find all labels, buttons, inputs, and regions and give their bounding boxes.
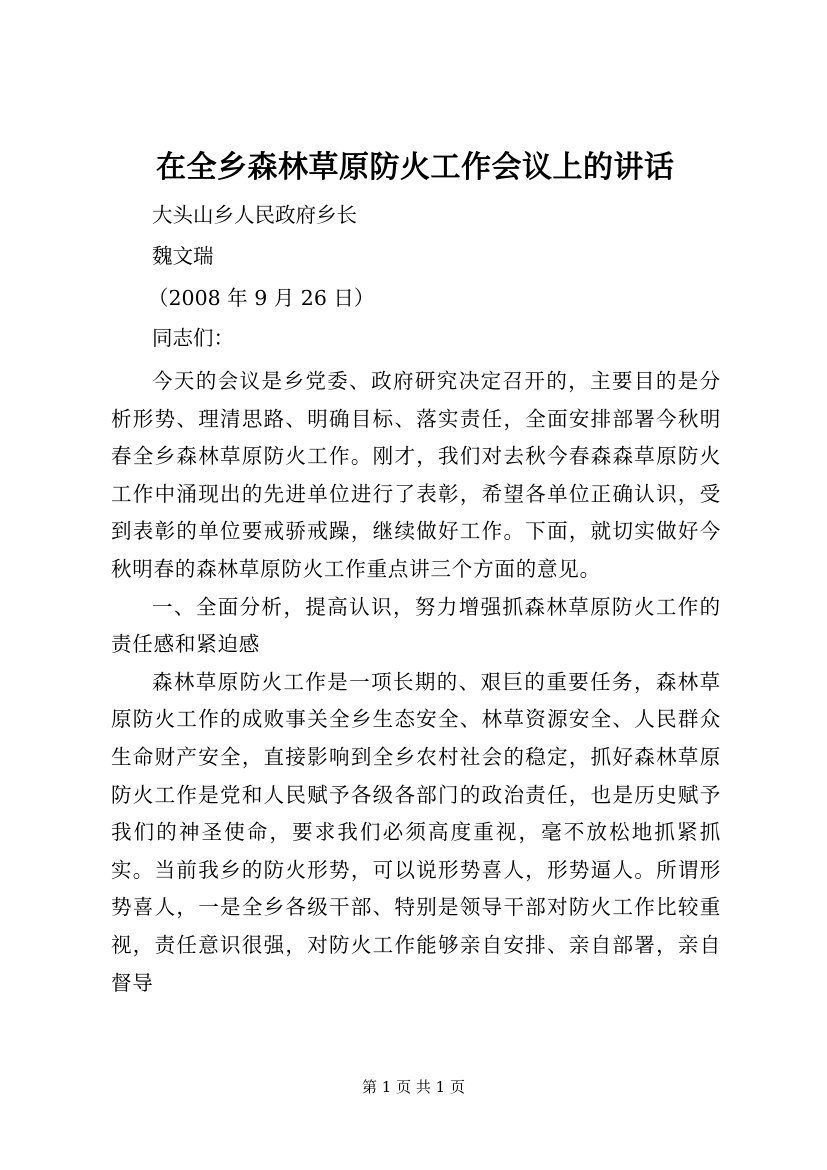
body-paragraph: 今天的会议是乡党委、政府研究决定召开的，主要目的是分析形势、理清思路、明确目标、落实责任，全面安排部署今秋明春全乡森林草原防火工作。刚才，我们对去秋今春森森草原防火工作中涌现出的先进单位进行了表彰，希望各单位正确认识，受到表彰的单位要戒骄戒躁，继续做好工作。下面，就切实做好今秋明春的森林草原防火工作重点讲三个方面的意见。 — [111, 369, 721, 581]
body-paragraph: 森林草原防火工作是一项长期的、艰巨的重要任务，森林草原防火工作的成败事关全乡生态安全、林草资源安全、人民群众生命财产安全，直接影响到全乡农村社会的稳定，抓好森林草原防火工作是党和人民赋予各级各部门的政治责任，也是历史赋予我们的神圣使命，要求我们必须高度重视，毫不放松地抓紧抓实。当前我乡的防火形势，可以说形势喜人，形势逼人。所谓形势喜人，一是全乡各级干部、特别是领导干部对防火工作比较重视，责任意识很强，对防火工作能够亲自安排、亲自部署，亲自督导 — [111, 669, 721, 995]
salutation: 同志们： — [152, 326, 234, 350]
section-heading: 一、全面分析，提高认识，努力增强抓森林草原防火工作的责任感和紧迫感 — [111, 594, 721, 657]
page-footer: 第 1 页 共 1 页 — [362, 1078, 465, 1096]
speaker-organization: 大头山乡人民政府乡长 — [152, 203, 357, 227]
speech-date: （2008 年 9 月 26 日） — [148, 286, 375, 310]
document-body — [111, 363, 721, 1002]
speaker-name: 魏文瑞 — [152, 244, 214, 268]
document-title: 在全乡森林草原防火工作会议上的讲话 — [156, 150, 675, 185]
